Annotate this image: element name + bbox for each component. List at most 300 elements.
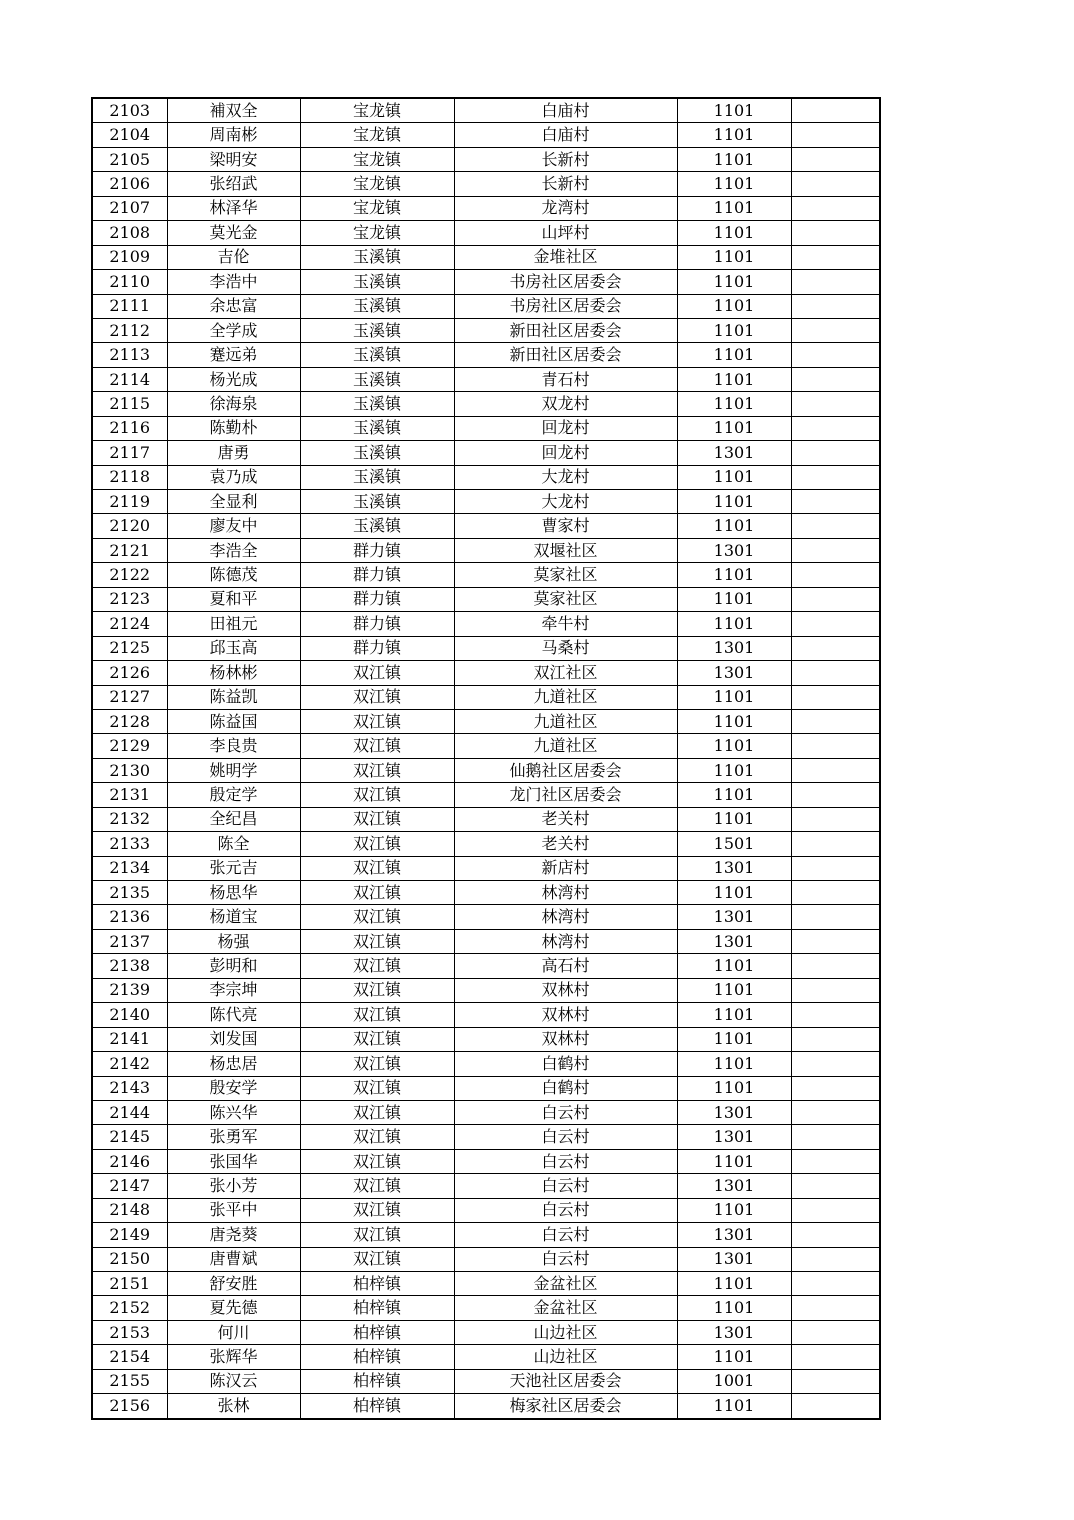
town-cell: 双江镇: [300, 661, 454, 685]
village-cell: 林湾村: [454, 881, 677, 905]
table-row: [92, 1052, 880, 1076]
row-number-cell: 2152: [92, 1296, 167, 1320]
code-cell: 1101: [677, 709, 791, 733]
name-cell: 彭明和: [167, 954, 300, 978]
town-cell: 双江镇: [300, 832, 454, 856]
table-row: [92, 1394, 880, 1419]
row-number-cell: 2108: [92, 221, 167, 245]
village-cell: 大龙村: [454, 465, 677, 489]
town-cell: 群力镇: [300, 636, 454, 660]
name-cell: 蹇远弟: [167, 343, 300, 367]
table-row: [92, 1003, 880, 1027]
blank-cell: [791, 1076, 880, 1100]
row-number-cell: 2150: [92, 1247, 167, 1271]
name-cell: 唐曹斌: [167, 1247, 300, 1271]
code-cell: 1001: [677, 1369, 791, 1393]
table-row: [92, 734, 880, 758]
town-cell: 玉溪镇: [300, 441, 454, 465]
name-cell: 全显利: [167, 490, 300, 514]
village-cell: 白云村: [454, 1247, 677, 1271]
blank-cell: [791, 954, 880, 978]
village-cell: 白云村: [454, 1100, 677, 1124]
table-row: [92, 1320, 880, 1344]
town-cell: 双江镇: [300, 685, 454, 709]
code-cell: 1301: [677, 905, 791, 929]
row-number-cell: 2114: [92, 367, 167, 391]
town-cell: 宝龙镇: [300, 221, 454, 245]
blank-cell: [791, 1345, 880, 1369]
name-cell: 邱玉高: [167, 636, 300, 660]
row-number-cell: 2127: [92, 685, 167, 709]
name-cell: 周南彬: [167, 123, 300, 147]
name-cell: 舒安胜: [167, 1272, 300, 1296]
row-number-cell: 2129: [92, 734, 167, 758]
row-number-cell: 2105: [92, 147, 167, 171]
blank-cell: [791, 587, 880, 611]
code-cell: 1101: [677, 196, 791, 220]
village-cell: 白庙村: [454, 98, 677, 123]
table-row: [92, 245, 880, 269]
table-row: [92, 1369, 880, 1393]
code-cell: 1101: [677, 392, 791, 416]
town-cell: 双江镇: [300, 905, 454, 929]
blank-cell: [791, 1052, 880, 1076]
village-cell: 回龙村: [454, 416, 677, 440]
row-number-cell: 2132: [92, 807, 167, 831]
village-cell: 白云村: [454, 1125, 677, 1149]
name-cell: 梁明安: [167, 147, 300, 171]
name-cell: 杨光成: [167, 367, 300, 391]
code-cell: 1101: [677, 123, 791, 147]
code-cell: 1301: [677, 636, 791, 660]
blank-cell: [791, 612, 880, 636]
table-row: [92, 978, 880, 1002]
name-cell: 廖友中: [167, 514, 300, 538]
blank-cell: [791, 392, 880, 416]
town-cell: 玉溪镇: [300, 416, 454, 440]
table-row: [92, 612, 880, 636]
town-cell: 群力镇: [300, 587, 454, 611]
code-cell: 1301: [677, 1223, 791, 1247]
blank-cell: [791, 196, 880, 220]
name-cell: 张绍武: [167, 172, 300, 196]
blank-cell: [791, 734, 880, 758]
name-cell: 陈益凯: [167, 685, 300, 709]
village-cell: 金堆社区: [454, 245, 677, 269]
table-row: [92, 1076, 880, 1100]
table-row: [92, 905, 880, 929]
code-cell: 1301: [677, 661, 791, 685]
town-cell: 双江镇: [300, 1149, 454, 1173]
name-cell: 张勇军: [167, 1125, 300, 1149]
town-cell: 双江镇: [300, 1247, 454, 1271]
name-cell: 杨强: [167, 929, 300, 953]
code-cell: 1101: [677, 1003, 791, 1027]
row-number-cell: 2130: [92, 758, 167, 782]
code-cell: 1301: [677, 1247, 791, 1271]
row-number-cell: 2125: [92, 636, 167, 660]
name-cell: 殷安学: [167, 1076, 300, 1100]
row-number-cell: 2142: [92, 1052, 167, 1076]
row-number-cell: 2109: [92, 245, 167, 269]
village-cell: 龙门社区居委会: [454, 783, 677, 807]
row-number-cell: 2136: [92, 905, 167, 929]
village-cell: 书房社区居委会: [454, 294, 677, 318]
village-cell: 白云村: [454, 1223, 677, 1247]
blank-cell: [791, 978, 880, 1002]
roster-table: [91, 97, 881, 1420]
code-cell: 1101: [677, 147, 791, 171]
code-cell: 1101: [677, 465, 791, 489]
table-row: [92, 1100, 880, 1124]
code-cell: 1101: [677, 221, 791, 245]
table-row: [92, 563, 880, 587]
code-cell: 1101: [677, 490, 791, 514]
code-cell: 1101: [677, 245, 791, 269]
village-cell: 双林村: [454, 1003, 677, 1027]
town-cell: 玉溪镇: [300, 465, 454, 489]
town-cell: 双江镇: [300, 954, 454, 978]
town-cell: 宝龙镇: [300, 147, 454, 171]
village-cell: 山边社区: [454, 1345, 677, 1369]
blank-cell: [791, 881, 880, 905]
village-cell: 大龙村: [454, 490, 677, 514]
table-row: [92, 709, 880, 733]
village-cell: 回龙村: [454, 441, 677, 465]
roster-table-body: [92, 98, 880, 1419]
name-cell: 夏先德: [167, 1296, 300, 1320]
table-row: [92, 538, 880, 562]
village-cell: 梅家社区居委会: [454, 1394, 677, 1419]
row-number-cell: 2143: [92, 1076, 167, 1100]
village-cell: 九道社区: [454, 685, 677, 709]
village-cell: 曹家村: [454, 514, 677, 538]
table-row: [92, 490, 880, 514]
row-number-cell: 2151: [92, 1272, 167, 1296]
village-cell: 马桑村: [454, 636, 677, 660]
code-cell: 1101: [677, 343, 791, 367]
table-row: [92, 196, 880, 220]
town-cell: 宝龙镇: [300, 98, 454, 123]
blank-cell: [791, 856, 880, 880]
name-cell: 陈勤朴: [167, 416, 300, 440]
row-number-cell: 2107: [92, 196, 167, 220]
village-cell: 山边社区: [454, 1320, 677, 1344]
table-row: [92, 1027, 880, 1051]
village-cell: 白云村: [454, 1198, 677, 1222]
code-cell: 1101: [677, 1394, 791, 1419]
name-cell: 陈全: [167, 832, 300, 856]
town-cell: 柏梓镇: [300, 1272, 454, 1296]
town-cell: 宝龙镇: [300, 172, 454, 196]
row-number-cell: 2106: [92, 172, 167, 196]
name-cell: 张国华: [167, 1149, 300, 1173]
code-cell: 1101: [677, 1052, 791, 1076]
code-cell: 1101: [677, 98, 791, 123]
code-cell: 1301: [677, 1320, 791, 1344]
village-cell: 仙鹅社区居委会: [454, 758, 677, 782]
blank-cell: [791, 905, 880, 929]
town-cell: 双江镇: [300, 929, 454, 953]
table-row: [92, 270, 880, 294]
village-cell: 林湾村: [454, 905, 677, 929]
name-cell: 杨道宝: [167, 905, 300, 929]
code-cell: 1101: [677, 978, 791, 1002]
table-row: [92, 832, 880, 856]
blank-cell: [791, 270, 880, 294]
blank-cell: [791, 1149, 880, 1173]
blank-cell: [791, 1100, 880, 1124]
table-row: [92, 1198, 880, 1222]
town-cell: 双江镇: [300, 758, 454, 782]
row-number-cell: 2153: [92, 1320, 167, 1344]
code-cell: 1101: [677, 1076, 791, 1100]
blank-cell: [791, 1272, 880, 1296]
code-cell: 1101: [677, 685, 791, 709]
blank-cell: [791, 416, 880, 440]
row-number-cell: 2116: [92, 416, 167, 440]
village-cell: 莫家社区: [454, 587, 677, 611]
name-cell: 夏和平: [167, 587, 300, 611]
name-cell: 余忠富: [167, 294, 300, 318]
name-cell: 何川: [167, 1320, 300, 1344]
row-number-cell: 2139: [92, 978, 167, 1002]
village-cell: 龙湾村: [454, 196, 677, 220]
blank-cell: [791, 538, 880, 562]
name-cell: 莫光金: [167, 221, 300, 245]
row-number-cell: 2121: [92, 538, 167, 562]
blank-cell: [791, 563, 880, 587]
blank-cell: [791, 1125, 880, 1149]
row-number-cell: 2103: [92, 98, 167, 123]
village-cell: 长新村: [454, 172, 677, 196]
name-cell: 袁乃成: [167, 465, 300, 489]
code-cell: 1101: [677, 954, 791, 978]
row-number-cell: 2138: [92, 954, 167, 978]
blank-cell: [791, 367, 880, 391]
table-row: [92, 123, 880, 147]
row-number-cell: 2144: [92, 1100, 167, 1124]
row-number-cell: 2137: [92, 929, 167, 953]
table-row: [92, 661, 880, 685]
table-row: [92, 1223, 880, 1247]
table-row: [92, 147, 880, 171]
row-number-cell: 2145: [92, 1125, 167, 1149]
blank-cell: [791, 1369, 880, 1393]
town-cell: 柏梓镇: [300, 1345, 454, 1369]
row-number-cell: 2134: [92, 856, 167, 880]
name-cell: 杨林彬: [167, 661, 300, 685]
name-cell: 陈兴华: [167, 1100, 300, 1124]
name-cell: 张元吉: [167, 856, 300, 880]
blank-cell: [791, 294, 880, 318]
row-number-cell: 2156: [92, 1394, 167, 1419]
name-cell: 全纪昌: [167, 807, 300, 831]
name-cell: 陈代亮: [167, 1003, 300, 1027]
village-cell: 高石村: [454, 954, 677, 978]
blank-cell: [791, 807, 880, 831]
name-cell: 李浩中: [167, 270, 300, 294]
code-cell: 1301: [677, 929, 791, 953]
town-cell: 双江镇: [300, 1198, 454, 1222]
code-cell: 1301: [677, 1100, 791, 1124]
blank-cell: [791, 441, 880, 465]
name-cell: 张林: [167, 1394, 300, 1419]
town-cell: 宝龙镇: [300, 123, 454, 147]
blank-cell: [791, 514, 880, 538]
village-cell: 新田社区居委会: [454, 343, 677, 367]
town-cell: 双江镇: [300, 1174, 454, 1198]
table-row: [92, 221, 880, 245]
blank-cell: [791, 245, 880, 269]
town-cell: 双江镇: [300, 881, 454, 905]
town-cell: 柏梓镇: [300, 1369, 454, 1393]
table-row: [92, 392, 880, 416]
village-cell: 双林村: [454, 978, 677, 1002]
row-number-cell: 2147: [92, 1174, 167, 1198]
table-row: [92, 441, 880, 465]
town-cell: 双江镇: [300, 783, 454, 807]
village-cell: 白庙村: [454, 123, 677, 147]
village-cell: 长新村: [454, 147, 677, 171]
row-number-cell: 2113: [92, 343, 167, 367]
code-cell: 1101: [677, 783, 791, 807]
row-number-cell: 2154: [92, 1345, 167, 1369]
code-cell: 1101: [677, 514, 791, 538]
village-cell: 新店村: [454, 856, 677, 880]
table-row: [92, 954, 880, 978]
village-cell: 老关村: [454, 807, 677, 831]
table-row: [92, 465, 880, 489]
village-cell: 山坪村: [454, 221, 677, 245]
name-cell: 陈益国: [167, 709, 300, 733]
row-number-cell: 2123: [92, 587, 167, 611]
name-cell: 田祖元: [167, 612, 300, 636]
name-cell: 杨思华: [167, 881, 300, 905]
table-row: [92, 367, 880, 391]
table-row: [92, 783, 880, 807]
name-cell: 张平中: [167, 1198, 300, 1222]
row-number-cell: 2135: [92, 881, 167, 905]
name-cell: 全学成: [167, 318, 300, 342]
name-cell: 李良贵: [167, 734, 300, 758]
blank-cell: [791, 929, 880, 953]
code-cell: 1301: [677, 856, 791, 880]
town-cell: 玉溪镇: [300, 343, 454, 367]
table-row: [92, 1174, 880, 1198]
town-cell: 玉溪镇: [300, 270, 454, 294]
village-cell: 青石村: [454, 367, 677, 391]
town-cell: 双江镇: [300, 1076, 454, 1100]
town-cell: 双江镇: [300, 978, 454, 1002]
row-number-cell: 2126: [92, 661, 167, 685]
table-row: [92, 929, 880, 953]
name-cell: 殷定学: [167, 783, 300, 807]
town-cell: 双江镇: [300, 1052, 454, 1076]
row-number-cell: 2149: [92, 1223, 167, 1247]
town-cell: 玉溪镇: [300, 514, 454, 538]
row-number-cell: 2141: [92, 1027, 167, 1051]
town-cell: 双江镇: [300, 807, 454, 831]
blank-cell: [791, 1247, 880, 1271]
row-number-cell: 2104: [92, 123, 167, 147]
village-cell: 牵牛村: [454, 612, 677, 636]
blank-cell: [791, 1394, 880, 1419]
table-row: [92, 1149, 880, 1173]
town-cell: 柏梓镇: [300, 1296, 454, 1320]
code-cell: 1101: [677, 270, 791, 294]
code-cell: 1101: [677, 758, 791, 782]
row-number-cell: 2110: [92, 270, 167, 294]
village-cell: 双龙村: [454, 392, 677, 416]
table-row: [92, 807, 880, 831]
table-row: [92, 1125, 880, 1149]
code-cell: 1301: [677, 1125, 791, 1149]
row-number-cell: 2133: [92, 832, 167, 856]
code-cell: 1101: [677, 318, 791, 342]
row-number-cell: 2131: [92, 783, 167, 807]
name-cell: 林泽华: [167, 196, 300, 220]
blank-cell: [791, 758, 880, 782]
row-number-cell: 2118: [92, 465, 167, 489]
town-cell: 群力镇: [300, 612, 454, 636]
blank-cell: [791, 783, 880, 807]
town-cell: 双江镇: [300, 1003, 454, 1027]
name-cell: 陈德茂: [167, 563, 300, 587]
village-cell: 林湾村: [454, 929, 677, 953]
table-row: [92, 685, 880, 709]
village-cell: 双堰社区: [454, 538, 677, 562]
name-cell: 吉伦: [167, 245, 300, 269]
table-row: [92, 294, 880, 318]
row-number-cell: 2115: [92, 392, 167, 416]
town-cell: 柏梓镇: [300, 1394, 454, 1419]
code-cell: 1101: [677, 367, 791, 391]
village-cell: 九道社区: [454, 734, 677, 758]
blank-cell: [791, 490, 880, 514]
code-cell: 1101: [677, 734, 791, 758]
code-cell: 1501: [677, 832, 791, 856]
town-cell: 双江镇: [300, 856, 454, 880]
blank-cell: [791, 1296, 880, 1320]
blank-cell: [791, 1223, 880, 1247]
blank-cell: [791, 1320, 880, 1344]
blank-cell: [791, 465, 880, 489]
name-cell: 李宗坤: [167, 978, 300, 1002]
blank-cell: [791, 709, 880, 733]
code-cell: 1101: [677, 294, 791, 318]
blank-cell: [791, 661, 880, 685]
town-cell: 玉溪镇: [300, 367, 454, 391]
row-number-cell: 2140: [92, 1003, 167, 1027]
name-cell: 李浩全: [167, 538, 300, 562]
town-cell: 双江镇: [300, 1100, 454, 1124]
blank-cell: [791, 1198, 880, 1222]
row-number-cell: 2119: [92, 490, 167, 514]
code-cell: 1301: [677, 441, 791, 465]
table-row: [92, 416, 880, 440]
code-cell: 1101: [677, 172, 791, 196]
name-cell: 徐海泉: [167, 392, 300, 416]
blank-cell: [791, 172, 880, 196]
table-row: [92, 856, 880, 880]
name-cell: 刘发国: [167, 1027, 300, 1051]
village-cell: 白云村: [454, 1174, 677, 1198]
blank-cell: [791, 1003, 880, 1027]
blank-cell: [791, 832, 880, 856]
name-cell: 杨忠居: [167, 1052, 300, 1076]
village-cell: 双江社区: [454, 661, 677, 685]
